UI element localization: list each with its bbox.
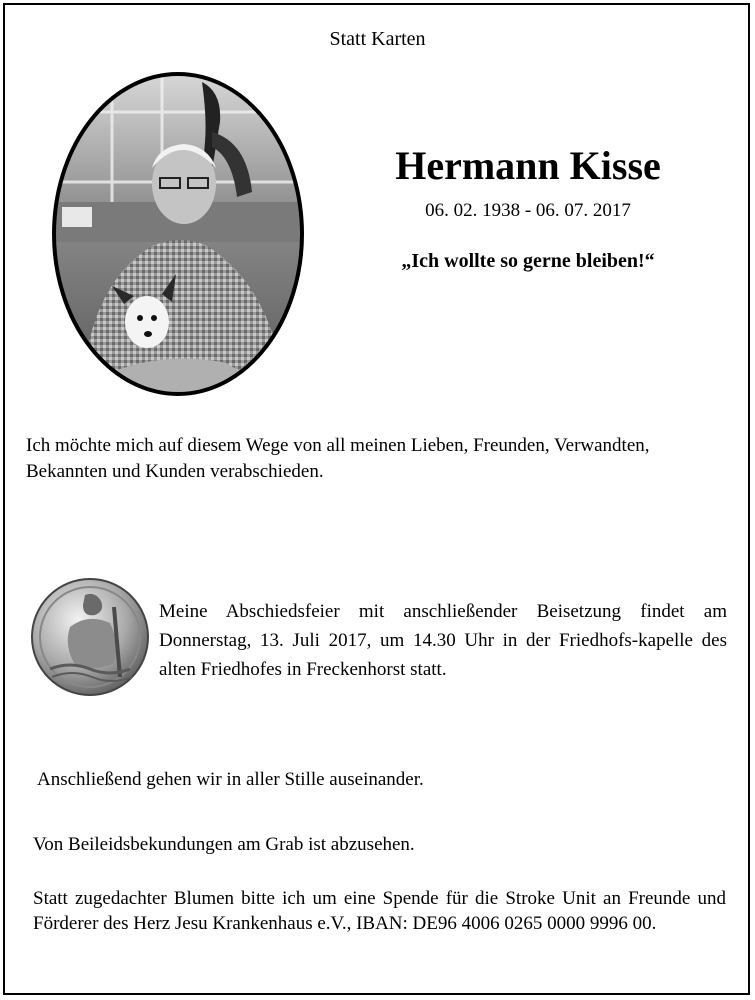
condolences-text: Von Beileidsbekundungen am Grab ist abzusehen. xyxy=(33,834,415,855)
farewell-text: Ich möchte mich auf diesem Wege von all meinen Lieben, Freunden, Verwandten, Bekannten und Kunden verabschieden. xyxy=(26,435,650,482)
donation-text: Statt zugedachter Blumen bitte ich um eine Spende für die Stroke Unit an Freunde und Förderer des Herz Jesu Krankenhaus e.V., IBAN: DE96 4006 0265 0000 9996 00. xyxy=(33,888,726,934)
portrait-photo xyxy=(52,72,304,396)
memorial-quote: „Ich wollte so gerne bleiben!“ xyxy=(401,250,655,272)
life-dates: 06. 02. 1938 - 06. 07. 2017 xyxy=(425,200,631,221)
afterwards-text: Anschließend gehen wir in aller Stille auseinander. xyxy=(37,769,424,790)
saint-christopher-medal-icon xyxy=(30,577,150,697)
header-text: Statt Karten xyxy=(329,28,426,50)
ceremony-text: Meine Abschiedsfeier mit anschließender Beisetzung findet am Donnerstag, 13. Juli 2017, um 14.30 Uhr in der Friedhofs-kapelle des alten Friedhofes in Freckenhorst statt. xyxy=(159,601,727,680)
deceased-name: Hermann Kisse xyxy=(395,143,661,188)
